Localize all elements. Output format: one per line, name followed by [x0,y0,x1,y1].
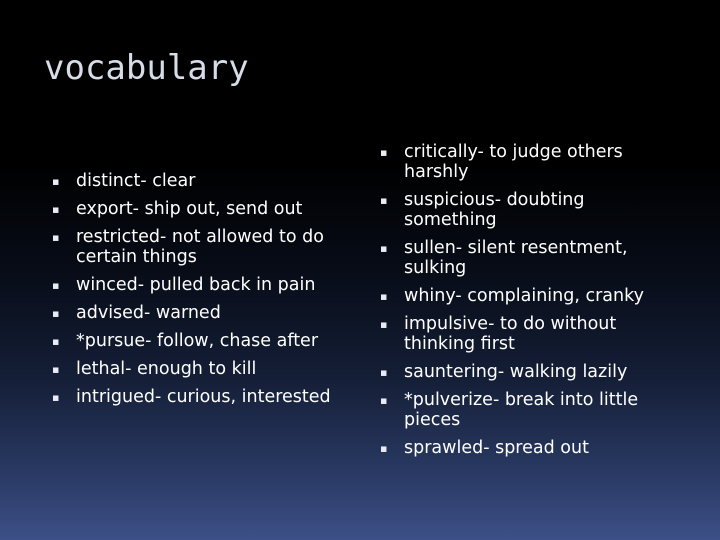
list-item [52,171,352,191]
vocab-entry: whiny- complaining, cranky [404,286,644,306]
list-item [52,359,352,379]
square-bullet-icon: ▪ [380,366,388,379]
square-bullet-icon: ▪ [380,442,388,455]
square-bullet-icon: ▪ [380,394,388,407]
list-item [380,314,670,354]
vocab-entry: distinct- clear [76,171,196,191]
vocab-entry: sprawled- spread out [404,438,589,458]
list-item [52,303,352,323]
right-vocabulary-list [380,142,670,466]
vocab-entry: sullen- silent resentment, sulking [404,238,628,278]
list-item [380,438,670,458]
square-bullet-icon: ▪ [52,203,60,216]
square-bullet-icon: ▪ [52,391,60,404]
list-item [52,331,352,351]
left-vocabulary-list [52,171,352,415]
list-item [380,286,670,306]
square-bullet-icon: ▪ [52,363,60,376]
vocab-entry: intrigued- curious, interested [76,387,331,407]
square-bullet-icon: ▪ [380,318,388,331]
square-bullet-icon: ▪ [380,194,388,207]
vocab-entry: critically- to judge others harshly [404,142,623,182]
vocab-entry: winced- pulled back in pain [76,275,316,295]
square-bullet-icon: ▪ [380,242,388,255]
slide-title: vocabulary [44,48,249,88]
list-item [52,227,352,267]
list-item [380,190,670,230]
square-bullet-icon: ▪ [52,335,60,348]
list-item [380,238,670,278]
vocab-entry: sauntering- walking lazily [404,362,628,382]
vocab-entry: suspicious- doubting something [404,190,585,230]
square-bullet-icon: ▪ [52,231,60,244]
vocab-entry: *pursue- follow, chase after [76,331,319,351]
square-bullet-icon: ▪ [380,146,388,159]
vocab-entry: impulsive- to do without thinking first [404,314,617,354]
vocab-entry: lethal- enough to kill [76,359,257,379]
list-item [380,390,670,430]
list-item [380,142,670,182]
vocab-entry: export- ship out, send out [76,199,303,219]
list-item [52,199,352,219]
list-item [380,362,670,382]
vocab-entry: *pulverize- break into little pieces [404,390,639,430]
square-bullet-icon: ▪ [52,279,60,292]
square-bullet-icon: ▪ [380,290,388,303]
list-item [52,387,352,407]
vocab-entry: restricted- not allowed to do certain things [76,227,324,267]
list-item [52,275,352,295]
square-bullet-icon: ▪ [52,307,60,320]
vocab-entry: advised- warned [76,303,221,323]
square-bullet-icon: ▪ [52,175,60,188]
